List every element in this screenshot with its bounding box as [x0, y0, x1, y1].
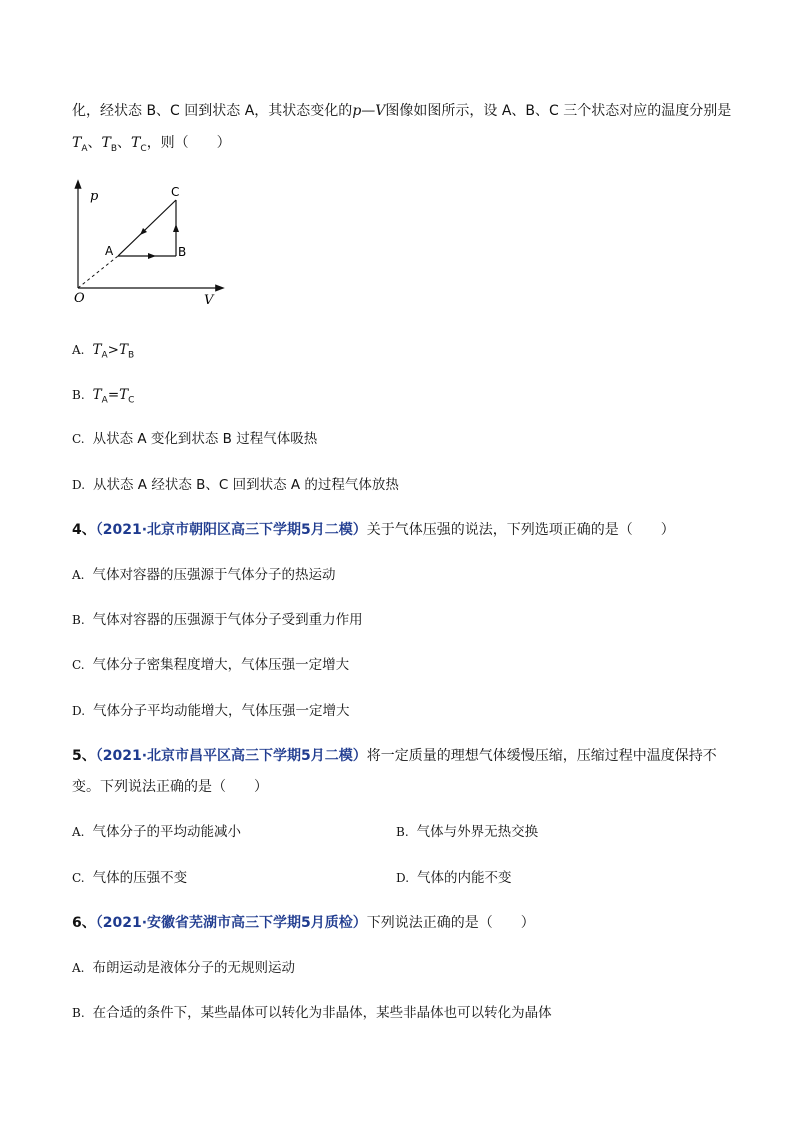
q6-source: （2021·安徽省芜湖市高三下学期5月质检） [95, 915, 367, 931]
q4-option-c-text: 气体分子密集程度增大，气体压强一定增大 [92, 657, 350, 673]
q3-option-c-text: 从状态 A 变化到状态 B 过程气体吸热 [92, 431, 318, 447]
q3-tc-symbol: T [131, 135, 141, 151]
q4-option-a-text: 气体对容器的压强源于气体分子的热运动 [92, 567, 336, 583]
label-b: B [178, 245, 187, 259]
q5-option-d[interactable] [396, 868, 512, 888]
q3-stem-text-1: 化，经状态 B、C 回到状态 A，其状态变化的 [72, 103, 353, 119]
label-a: A [105, 244, 114, 258]
q6-option-a-text: 布朗运动是液体分子的无规则运动 [92, 960, 295, 976]
q3-stem-end: ，则（ ） [146, 135, 231, 151]
q3-option-d-letter: D. [72, 478, 86, 492]
q6-number: 6、 [72, 915, 96, 931]
q6-option-b-letter: B. [72, 1006, 85, 1020]
q4-option-b-letter: B. [72, 613, 85, 627]
q5-option-a[interactable] [72, 822, 241, 842]
q4-option-a[interactable] [72, 565, 335, 585]
q3-option-b-t1: T [92, 387, 102, 403]
q5-option-c[interactable] [72, 868, 187, 888]
q4-option-d-letter: D. [72, 704, 86, 718]
q3-pv-label: p—V [352, 103, 386, 119]
q4-number: 4、 [72, 522, 96, 538]
q6-option-b[interactable] [72, 1003, 552, 1023]
q3-option-b-sub1: A [101, 395, 108, 406]
q6-stem [72, 913, 535, 933]
q3-option-b-sub2: C [128, 395, 135, 406]
q3-option-a-sub2: B [128, 350, 135, 361]
q5-source: （2021·北京市昌平区高三下学期5月二模） [95, 748, 367, 764]
q5-number: 5、 [72, 748, 96, 764]
q5-stem-line1 [72, 746, 717, 766]
q3-stem-text-2: 图像如图所示，设 A、B、C 三个状态对应的温度分别是 [385, 103, 732, 119]
q3-option-a-op: > [107, 342, 119, 358]
q3-tb-sub: B [110, 143, 118, 154]
q3-option-c[interactable] [72, 429, 317, 449]
q5-option-c-text: 气体的压强不变 [92, 870, 188, 886]
q4-option-c[interactable] [72, 655, 349, 675]
q6-option-b-text: 在合适的条件下，某些晶体可以转化为非晶体，某些非晶体也可以转化为晶体 [92, 1005, 552, 1021]
q3-option-a-letter: A. [72, 343, 85, 357]
q5-option-b[interactable] [396, 822, 538, 842]
q3-stem-line2 [72, 133, 231, 159]
q4-stem [72, 520, 675, 540]
dashed-extension [78, 256, 118, 288]
q3-stem-line1 [72, 101, 731, 121]
q3-ta-symbol: T [72, 135, 82, 151]
label-v: V [204, 293, 214, 308]
q3-sep-2: 、 [117, 135, 132, 151]
q5-option-b-letter: B. [396, 825, 409, 839]
label-c: C [171, 185, 180, 199]
q3-option-d-text: 从状态 A 经状态 B、C 回到状态 A 的过程气体放热 [93, 477, 399, 493]
q4-option-c-letter: C. [72, 658, 85, 672]
q3-option-a[interactable] [72, 340, 134, 366]
q4-source: （2021·北京市朝阳区高三下学期5月二模） [95, 522, 367, 538]
q3-option-a-t2: T [118, 342, 128, 358]
q6-option-a[interactable] [72, 958, 295, 978]
q4-option-b-text: 气体对容器的压强源于气体分子受到重力作用 [92, 612, 363, 628]
q3-option-d[interactable] [72, 475, 399, 495]
q5-stem-line2 [72, 777, 268, 797]
q3-option-b[interactable] [72, 385, 134, 411]
q3-option-b-op: = [107, 387, 120, 403]
q3-option-b-t2: T [119, 387, 129, 403]
q5-stem-text-1: 将一定质量的理想气体缓慢压缩，压缩过程中温度保持不 [366, 748, 717, 764]
arrow-bc [173, 224, 179, 232]
q5-option-c-letter: C. [72, 871, 85, 885]
q4-option-d-text: 气体分子平均动能增大，气体压强一定增大 [93, 703, 350, 719]
q5-option-a-letter: A. [72, 825, 85, 839]
q6-option-a-letter: A. [72, 961, 85, 975]
q3-sep-1: 、 [87, 135, 102, 151]
label-p: p [90, 189, 99, 204]
q5-stem-text-2: 变。下列说法正确的是（ ） [72, 779, 268, 795]
q5-option-d-letter: D. [396, 871, 410, 885]
q3-tc-sub: C [140, 143, 147, 154]
q5-option-d-text: 气体的内能不变 [417, 870, 512, 886]
q4-option-d[interactable] [72, 701, 350, 721]
arrow-ab [148, 253, 156, 259]
q4-option-b[interactable] [72, 610, 363, 630]
q3-option-a-sub1: A [101, 350, 108, 361]
pv-graph [70, 178, 230, 310]
q5-option-a-text: 气体分子的平均动能减小 [92, 824, 241, 840]
q3-option-a-t1: T [92, 342, 102, 358]
segment-ca [118, 200, 176, 256]
label-origin: O [74, 291, 85, 306]
q3-option-b-letter: B. [72, 388, 85, 402]
q3-tb-symbol: T [101, 135, 111, 151]
q4-option-a-letter: A. [72, 568, 85, 582]
q3-option-c-letter: C. [72, 432, 85, 446]
q5-option-b-text: 气体与外界无热交换 [416, 824, 539, 840]
q6-stem-text: 下列说法正确的是（ ） [366, 915, 535, 931]
q4-stem-text: 关于气体压强的说法，下列选项正确的是（ ） [366, 522, 675, 538]
q3-ta-sub: A [81, 143, 88, 154]
